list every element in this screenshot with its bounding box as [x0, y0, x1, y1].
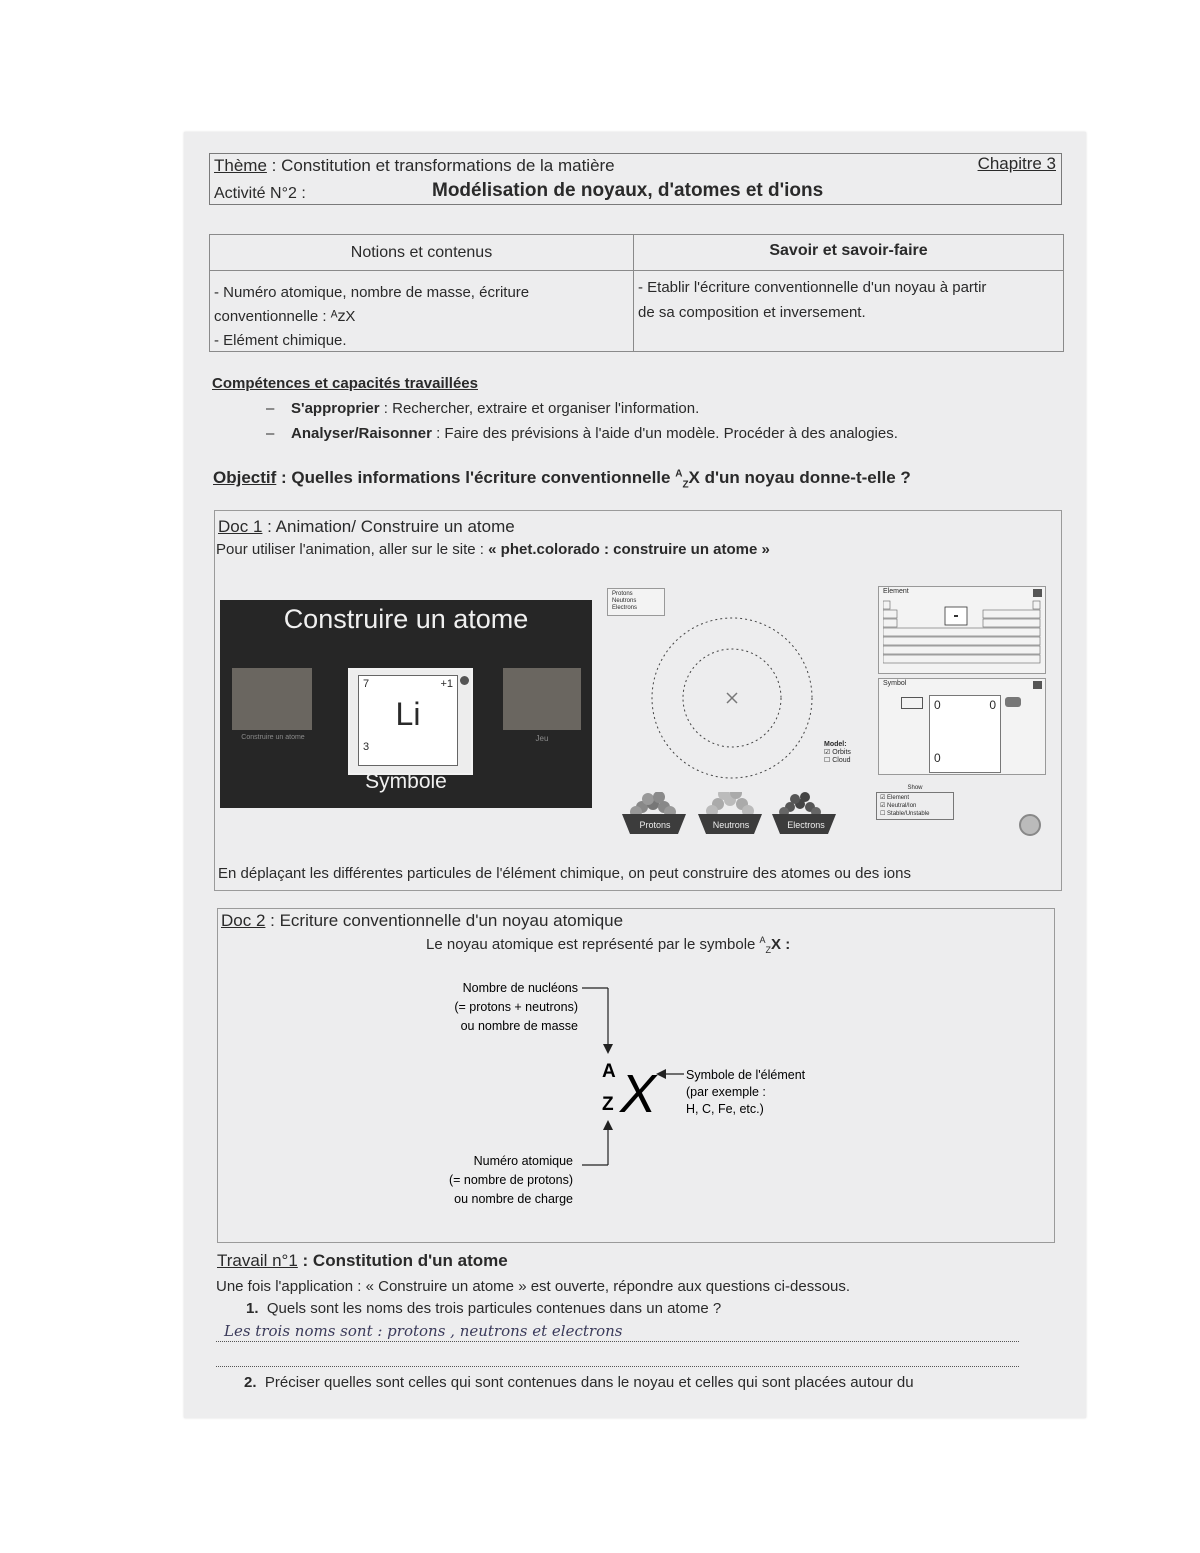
doc1-label: Doc 1 [218, 517, 263, 536]
symbol-charge-value: 0 [989, 698, 996, 712]
lithium-charge: +1 [440, 678, 453, 690]
lithium-symbol: Li [395, 696, 421, 732]
model-option-label: Orbits [832, 749, 851, 756]
doc2-intro-sup: A [759, 935, 766, 945]
doc2-intro-end: X : [771, 936, 791, 953]
competence-name: S'approprier [291, 400, 380, 417]
show-option-neutral-ion[interactable]: ☑ Neutral/Ion [880, 803, 917, 809]
show-option-label: Element [887, 795, 910, 801]
doc1-caption: En déplaçant les différentes particules de l'élément chimique, on peut construire des atomes ou des ions [218, 865, 911, 882]
notions-line: - Elément chimique. [214, 332, 347, 349]
arrow-down-icon [603, 1044, 613, 1054]
doc2-intro-text: Le noyau atomique est représenté par le symbole [426, 936, 760, 953]
theme-label: Thème [214, 156, 267, 175]
savoir-line: de sa composition et inversement. [638, 304, 866, 321]
competence-text: : Faire des prévisions à l'aide d'un modèle. Procéder à des analogies. [431, 425, 898, 442]
bucket-label: Protons [639, 820, 671, 830]
worksheet-page [184, 132, 1086, 1418]
travail1-title [217, 1251, 508, 1271]
notation-Z: Z [602, 1094, 614, 1115]
notation-A: A [602, 1061, 616, 1082]
question-2 [244, 1374, 914, 1391]
doc1-site-name: « phet.colorado : construire un atome » [488, 541, 770, 558]
legend-item: Electrons [612, 605, 638, 611]
lithium-atomic-number: 3 [363, 741, 370, 753]
competences-title: Compétences et capacités travaillées [212, 375, 478, 392]
doc1-instruction-text: Pour utiliser l'animation, aller sur le site : [216, 541, 489, 558]
doc2-label: Doc 2 [221, 911, 266, 930]
screen-left-caption: Construire un atome [241, 734, 305, 741]
legend-item: Protons [612, 591, 633, 597]
nucleons-label: ou nombre de masse [460, 1019, 578, 1033]
symbol-label: H, C, Fe, etc.) [686, 1102, 764, 1116]
table-header-savoir: Savoir et savoir-faire [769, 242, 928, 259]
handwritten-answer-1: Les trois noms sont : protons , neutrons et electrons [224, 1322, 623, 1340]
question-text: Quels sont les noms des trois particules contenues dans un atome ? [266, 1300, 722, 1317]
atomic-label: Numéro atomique [473, 1154, 573, 1168]
doc2-title-text: : Ecriture conventionnelle d'un noyau atomique [265, 911, 624, 930]
theme-text: : Constitution et transformations de la matière [266, 156, 615, 175]
atomic-label: (= nombre de protons) [448, 1173, 573, 1187]
travail1-title-text: : Constitution d'un atome [297, 1251, 508, 1270]
legend-item: Neutrons [612, 598, 637, 604]
activity-label: Activité N°2 : [214, 185, 306, 202]
symbol-label: (par exemple : [686, 1085, 766, 1099]
activity-title: Modélisation de noyaux, d'atomes et d'ions [432, 180, 824, 201]
competence-text: : Rechercher, extraire et organiser l'information. [379, 400, 700, 417]
symbol-atomic-value: 0 [934, 751, 941, 765]
objectif-text-end: X d'un noyau donne-t-elle ? [688, 468, 911, 487]
model-option-orbits[interactable]: ☑ Orbits [824, 749, 851, 756]
lithium-mass: 7 [363, 678, 370, 690]
dash-bullet: – [266, 400, 292, 417]
competence-name: Analyser/Raisonner [291, 425, 432, 442]
doc2-intro-sub: Z [765, 945, 772, 955]
screen-caption: Symbole [365, 770, 447, 793]
symbol-label: Symbole de l'élément [686, 1068, 806, 1082]
model-option-label: Cloud [832, 757, 851, 764]
bucket-label: Electrons [787, 820, 825, 830]
nucleons-label: (= protons + neutrons) [454, 1000, 578, 1014]
symbol-panel-title: Symbol [883, 680, 907, 687]
notions-line: - Numéro atomique, nombre de masse, écriture [214, 284, 530, 301]
question-number: 1. [246, 1300, 259, 1317]
element-panel-title: Element [883, 588, 909, 595]
objectif-sup: A [675, 468, 683, 480]
question-text: Préciser quelles sont celles qui sont contenues dans le noyau et celles qui sont placées autour du [264, 1374, 914, 1391]
screen-right-caption: Jeu [535, 734, 549, 743]
model-option-cloud[interactable]: ☐ Cloud [824, 757, 851, 764]
objectif-text: : Quelles informations l'écriture conventionnelle [276, 468, 676, 487]
savoir-line: - Etablir l'écriture conventionnelle d'un noyau à partir [638, 279, 987, 296]
notions-line: conventionnelle : ᴬ𝗓X [214, 308, 356, 325]
doc1-title-text: : Animation/ Construire un atome [262, 517, 515, 536]
show-label: Show [907, 785, 923, 791]
nucleons-label: Nombre de nucléons [462, 981, 578, 995]
atomic-label: ou nombre de charge [454, 1192, 573, 1206]
arrow-left-icon [656, 1069, 666, 1079]
show-option-label: Neutral/Ion [887, 803, 917, 809]
table-header-notions: Notions et contenus [350, 244, 493, 261]
dash-bullet: – [266, 425, 292, 442]
chapter-label: Chapitre 3 [977, 154, 1056, 173]
objectif-label: Objectif [213, 468, 277, 487]
bucket-label: Neutrons [712, 820, 750, 830]
question-number: 2. [244, 1374, 257, 1391]
notation-X: X [620, 1064, 657, 1124]
show-option-element[interactable]: ☑ Element [880, 795, 910, 801]
symbol-mass-value: 0 [934, 698, 941, 712]
question-1 [246, 1300, 721, 1317]
show-option-label: Stable/Unstable [887, 811, 930, 817]
travail1-label: Travail n°1 [217, 1251, 298, 1270]
objectif-sub: Z [682, 479, 689, 491]
notation-diagram [184, 132, 1086, 1418]
travail1-intro: Une fois l'application : « Construire un atome » est ouverte, répondre aux questions ci-dessous. [216, 1278, 851, 1295]
answer-line-2[interactable] [216, 1348, 1019, 1367]
screen-title: Construire un atome [283, 604, 529, 634]
model-label: Model: [824, 741, 847, 748]
show-option-stable[interactable]: ☐ Stable/Unstable [880, 811, 930, 817]
